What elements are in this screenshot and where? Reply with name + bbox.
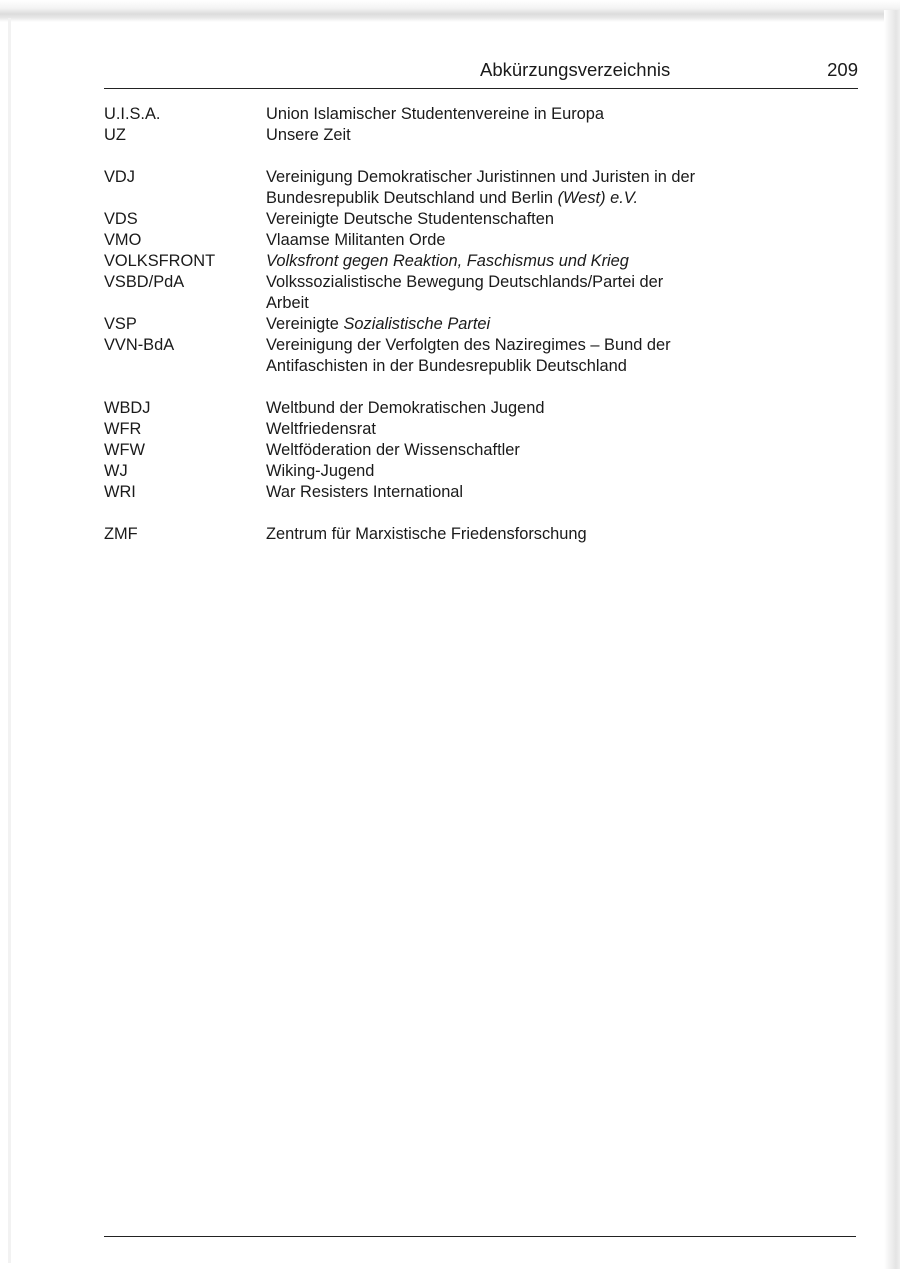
expansion — [266, 167, 696, 209]
abbreviation-entry-vdj — [104, 167, 844, 209]
abbreviation: ZMF — [104, 525, 138, 543]
expansion-italic-text: (West) e.V. — [557, 189, 639, 207]
abbreviation: U.I.S.A. — [104, 105, 161, 123]
expansion — [266, 314, 696, 335]
abbreviation: VMO — [104, 231, 142, 249]
abbreviation: VVN-BdA — [104, 336, 175, 354]
expansion-text: Vlaamse Militanten Orde — [266, 231, 446, 249]
abbreviation-entry-vsp — [104, 314, 844, 335]
abbreviation: VSP — [104, 315, 137, 333]
expansion — [266, 104, 696, 125]
abbreviation-entry-vds — [104, 209, 844, 230]
abbreviation: WFW — [104, 441, 145, 459]
page-number: 209 — [827, 59, 858, 80]
expansion-text: Weltfriedensrat — [266, 420, 376, 438]
abbreviation: VSBD/PdA — [104, 273, 185, 291]
running-header — [104, 58, 858, 88]
footer-divider — [104, 1236, 856, 1237]
abbreviation: VOLKSFRONT — [104, 252, 216, 270]
expansion — [266, 398, 696, 419]
abbreviation: WBDJ — [104, 399, 151, 417]
expansion — [266, 335, 696, 377]
abbreviation-entry-wfr — [104, 419, 844, 440]
header-title: Abkürzungsverzeichnis — [480, 59, 671, 80]
expansion-text: Vereinigung Demokratischer Juristinnen und Juristen in der Bundesrepublik Deutschland und Berlin — [266, 168, 696, 207]
header-divider — [104, 88, 858, 89]
expansion — [266, 419, 696, 440]
expansion — [266, 461, 696, 482]
expansion-text: Vereinigte Deutsche Studentenschaften — [266, 210, 554, 228]
abbreviation-entry-zmf — [104, 524, 844, 545]
abbreviation-entry-vmo — [104, 230, 844, 251]
expansion — [266, 440, 696, 461]
expansion-text: Union Islamischer Studentenvereine in Europa — [266, 105, 605, 123]
abbreviation-entry-vvn-bda — [104, 335, 844, 377]
expansion — [266, 230, 696, 251]
expansion-text: Vereinigte — [266, 315, 339, 333]
expansion-text: Unsere Zeit — [266, 126, 351, 144]
abbreviation-entry-wfw — [104, 440, 844, 461]
expansion-italic-text: Sozialistische Partei — [343, 315, 491, 333]
abbreviation: UZ — [104, 126, 126, 144]
expansion — [266, 209, 696, 230]
expansion-text: War Resisters International — [266, 483, 464, 501]
expansion — [266, 524, 696, 545]
abbreviation-entry-uz — [104, 125, 844, 146]
expansion-text: Weltföderation der Wissenschaftler — [266, 441, 520, 459]
abbreviation-entry-wj — [104, 461, 844, 482]
abbreviation-entry-vsbd-pda — [104, 272, 844, 314]
expansion-text: Vereinigung der Verfolgten des Naziregimes – Bund der Antifaschisten in der Bundesrepublik Deutschland — [266, 336, 671, 375]
abbreviation-entry-volksfront — [104, 251, 844, 272]
abbreviation-list — [104, 104, 844, 545]
expansion-text: Volkssozialistische Bewegung Deutschlands/Partei der Arbeit — [266, 273, 664, 312]
abbreviation-entry-uisa — [104, 104, 844, 125]
abbreviation: WFR — [104, 420, 142, 438]
expansion-text: Zentrum für Marxistische Friedensforschung — [266, 525, 587, 543]
abbreviation-entry-wbdj — [104, 398, 844, 419]
expansion — [266, 251, 696, 272]
abbreviation: WRI — [104, 483, 136, 501]
expansion — [266, 125, 696, 146]
abbreviation-entry-wri — [104, 482, 844, 503]
scan-edge-right — [884, 10, 900, 1269]
abbreviation: VDJ — [104, 168, 135, 186]
expansion-text: Wiking-Jugend — [266, 462, 375, 480]
abbreviation: VDS — [104, 210, 138, 228]
abbreviation: WJ — [104, 462, 128, 480]
scan-edge-left — [8, 18, 11, 1263]
expansion-italic-text: Volksfront gegen Reaktion, Faschismus und Krieg — [266, 252, 629, 270]
expansion — [266, 272, 696, 314]
expansion-text: Weltbund der Demokratischen Jugend — [266, 399, 545, 417]
expansion — [266, 482, 696, 503]
scan-edge-top — [0, 0, 900, 22]
